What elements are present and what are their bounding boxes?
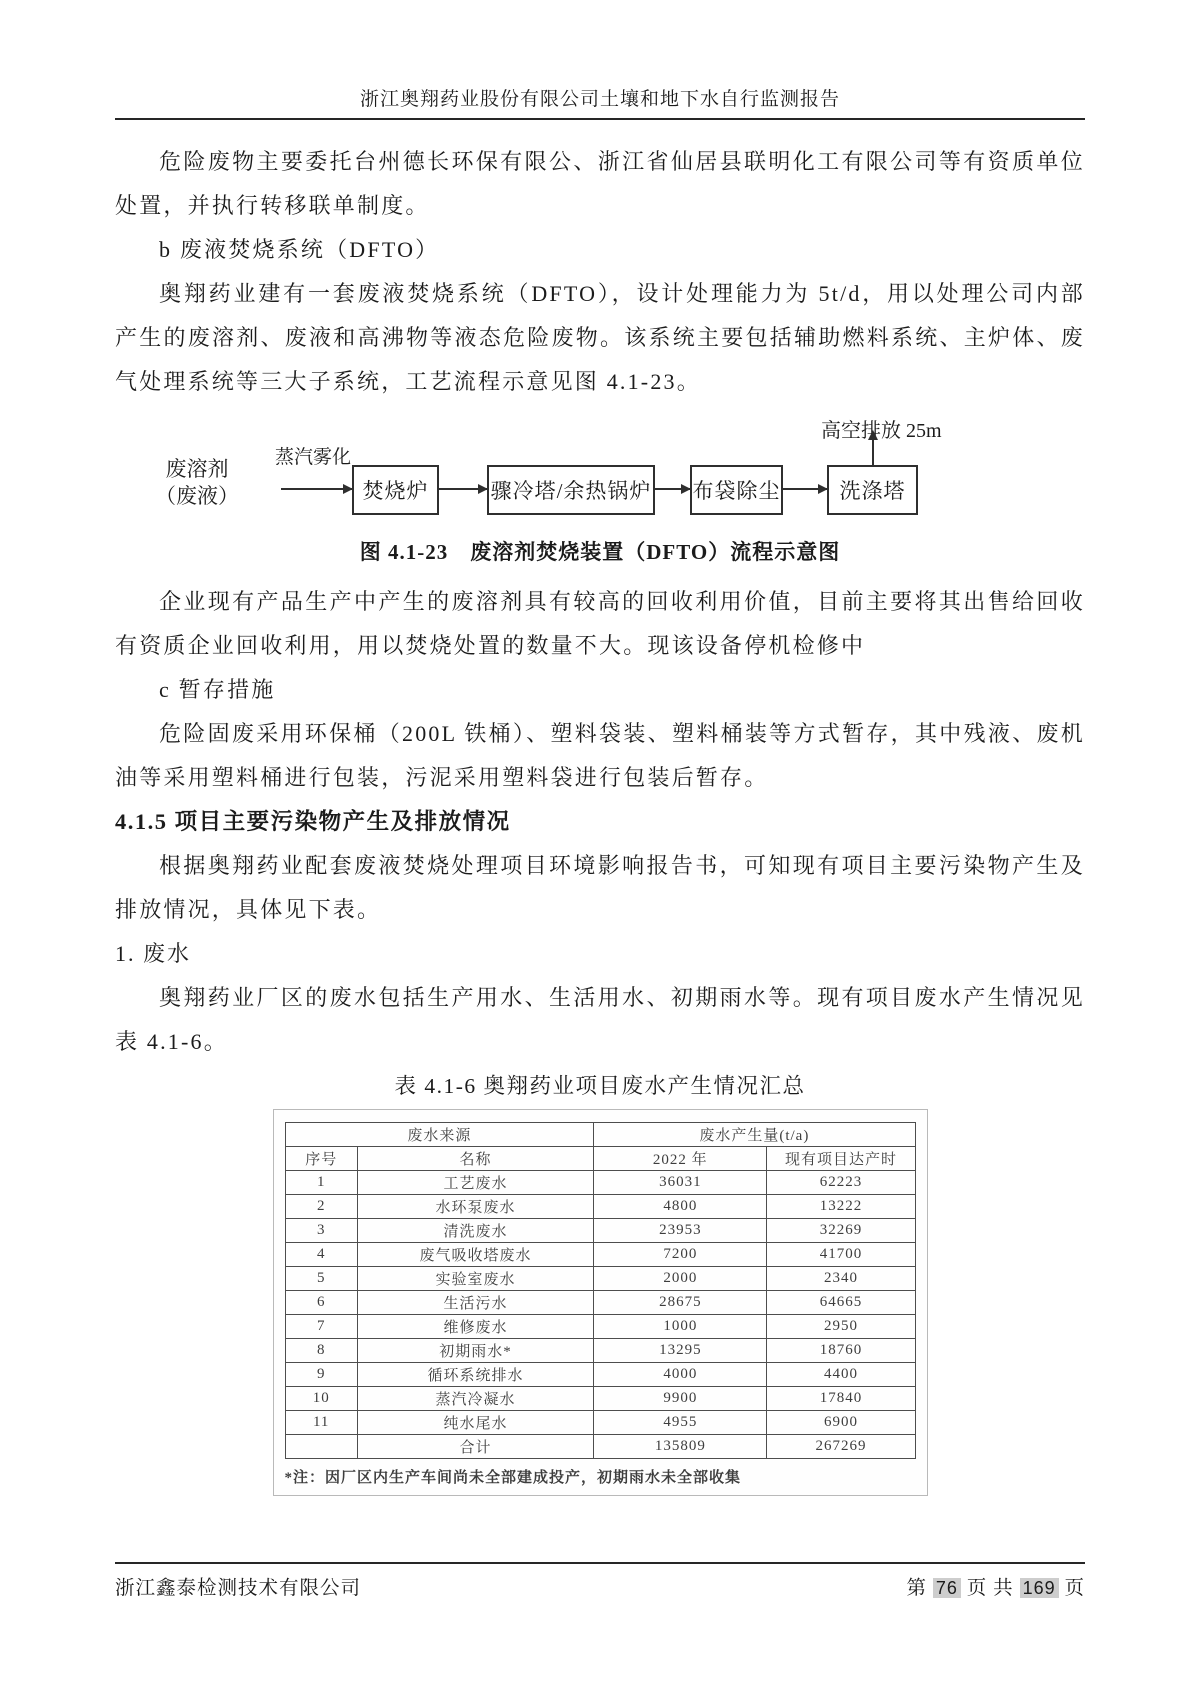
- cell-capacity: 62223: [767, 1171, 915, 1195]
- flow-diagram: [115, 408, 1085, 528]
- para-c-subheading: c 暂存措施: [159, 677, 276, 702]
- footer-company: 浙江鑫泰检测技术有限公司: [115, 1578, 362, 1599]
- flow-source-line1: 废溶剂: [165, 457, 229, 481]
- cell-2022: 13295: [594, 1339, 767, 1363]
- footer-page-prefix: 第: [906, 1578, 933, 1599]
- table-row: [285, 1267, 915, 1291]
- cell-2022: 4000: [594, 1363, 767, 1387]
- cell-capacity: 17840: [767, 1387, 915, 1411]
- col-header-capacity: 现有项目达产时: [767, 1147, 915, 1171]
- table-row: [285, 1171, 915, 1195]
- exhaust-label: 高空排放 25m: [821, 420, 942, 442]
- cell-2022: 2000: [594, 1267, 767, 1291]
- para-hazardous-waste: 危险废物主要委托台州德长环保有限公、浙江省仙居县联明化工有限公司等有资质单位处置，并执行转移联单制度。: [115, 149, 1085, 218]
- cell-2022: 1000: [594, 1315, 767, 1339]
- flow-arrow-4: [783, 488, 827, 490]
- cell-index: [285, 1435, 357, 1459]
- flow-arrow-3: [655, 488, 690, 490]
- page-content: [115, 0, 1085, 1496]
- cell-2022: 4800: [594, 1195, 767, 1219]
- cell-name: 循环系统排水: [357, 1363, 593, 1387]
- flow-box-quench-boiler: 骤冷塔/余热锅炉: [487, 465, 655, 515]
- group-header-source: 废水来源: [285, 1123, 594, 1147]
- cell-capacity: 41700: [767, 1243, 915, 1267]
- cell-capacity: 4400: [767, 1363, 915, 1387]
- cell-name: 初期雨水*: [357, 1339, 593, 1363]
- cell-2022: 36031: [594, 1171, 767, 1195]
- table-note: *注：因厂区内生产车间尚未全部建成投产，初期雨水未全部收集: [284, 1470, 742, 1486]
- flow-box-incinerator: 焚烧炉: [352, 465, 439, 515]
- table-row: [285, 1387, 915, 1411]
- para-wastewater-intro: 奥翔药业厂区的废水包括生产用水、生活用水、初期雨水等。现有项目废水产生情况见表 4.1-6。: [115, 985, 1085, 1054]
- cell-capacity: 2950: [767, 1315, 915, 1339]
- cell-2022: 9900: [594, 1387, 767, 1411]
- footer-page-current: 76: [933, 1578, 961, 1598]
- cell-total-capacity: 267269: [767, 1435, 915, 1459]
- cell-total-2022: 135809: [594, 1435, 767, 1459]
- steam-atomize-label: 蒸汽雾化: [275, 447, 352, 468]
- cell-capacity: 6900: [767, 1411, 915, 1435]
- cell-index: 4: [285, 1243, 357, 1267]
- header-title: 浙江奥翔药业股份有限公司土壤和地下水自行监测报告: [359, 89, 840, 110]
- table-total-row: [285, 1435, 915, 1459]
- table-group-header-row: [285, 1123, 915, 1147]
- flow-arrow-2: [439, 488, 487, 490]
- table-row: [285, 1291, 915, 1315]
- cell-name: 实验室废水: [357, 1267, 593, 1291]
- para-dfto-intro: 奥翔药业建有一套废液焚烧系统（DFTO），设计处理能力为 5t/d，用以处理公司内部产生的废溶剂、废液和高沸物等液态危险废物。该系统主要包括辅助燃料系统、主炉体、废气处理系统等三大子系统，工艺流程示意见图 4.1-23。: [115, 281, 1085, 394]
- cell-capacity: 18760: [767, 1339, 915, 1363]
- list-item-wastewater: 1. 废水: [115, 941, 192, 966]
- cell-index: 8: [285, 1339, 357, 1363]
- wastewater-table-image: [273, 1109, 928, 1496]
- table-row: [285, 1315, 915, 1339]
- cell-2022: 28675: [594, 1291, 767, 1315]
- para-solvent-recycle: 企业现有产品生产中产生的废溶剂具有较高的回收利用价值，目前主要将其出售给回收有资质企业回收利用，用以焚烧处置的数量不大。现该设备停机检修中: [115, 589, 1085, 658]
- page-footer: [115, 1562, 1085, 1600]
- cell-name: 蒸汽冷凝水: [357, 1387, 593, 1411]
- up-arrow: [872, 439, 874, 465]
- cell-name: 清洗废水: [357, 1219, 593, 1243]
- cell-capacity: 32269: [767, 1219, 915, 1243]
- page-header: [115, 84, 1085, 120]
- cell-capacity: 2340: [767, 1267, 915, 1291]
- flow-arrow-1: [281, 488, 352, 490]
- table-title: 表 4.1-6 奥翔药业项目废水产生情况汇总: [394, 1074, 806, 1098]
- flow-source-line2: （废液）: [155, 484, 239, 508]
- wastewater-table: [285, 1122, 916, 1459]
- table-row: [285, 1219, 915, 1243]
- para-b-subheading: b 废液焚烧系统（DFTO）: [159, 237, 440, 262]
- footer-page-suffix: 页: [1058, 1578, 1085, 1599]
- cell-name: 废气吸收塔废水: [357, 1243, 593, 1267]
- table-header-row: [285, 1147, 915, 1171]
- table-row: [285, 1195, 915, 1219]
- para-storage-measures: 危险固废采用环保桶（200L 铁桶）、塑料袋装、塑料桶装等方式暂存，其中残液、废机油等采用塑料桶进行包装，污泥采用塑料袋进行包装后暂存。: [115, 721, 1085, 790]
- cell-name: 纯水尾水: [357, 1411, 593, 1435]
- cell-index: 3: [285, 1219, 357, 1243]
- flow-box-scrubber: 洗涤塔: [827, 465, 918, 515]
- cell-index: 7: [285, 1315, 357, 1339]
- cell-2022: 4955: [594, 1411, 767, 1435]
- cell-capacity: 64665: [767, 1291, 915, 1315]
- col-header-index: 序号: [285, 1147, 357, 1171]
- cell-index: 11: [285, 1411, 357, 1435]
- cell-2022: 7200: [594, 1243, 767, 1267]
- col-header-name: 名称: [357, 1147, 593, 1171]
- para-report-basis: 根据奥翔药业配套废液焚烧处理项目环境影响报告书，可知现有项目主要污染物产生及排放情况，具体见下表。: [115, 853, 1085, 922]
- figure-caption: 图 4.1-23 废溶剂焚烧装置（DFTO）流程示意图: [359, 540, 841, 564]
- flow-box-bag-dust: 布袋除尘: [690, 465, 783, 515]
- col-header-2022: 2022 年: [594, 1147, 767, 1171]
- footer-page-total: 169: [1020, 1578, 1059, 1598]
- footer-page-middle: 页 共: [960, 1578, 1020, 1599]
- cell-index: 5: [285, 1267, 357, 1291]
- cell-index: 2: [285, 1195, 357, 1219]
- cell-index: 9: [285, 1363, 357, 1387]
- cell-name: 工艺废水: [357, 1171, 593, 1195]
- cell-index: 1: [285, 1171, 357, 1195]
- cell-total-label: 合计: [357, 1435, 593, 1459]
- flow-source-label: [155, 456, 239, 510]
- table-row: [285, 1363, 915, 1387]
- cell-name: 生活污水: [357, 1291, 593, 1315]
- section-heading-4-1-5: 4.1.5 项目主要污染物产生及排放情况: [115, 809, 511, 834]
- cell-index: 6: [285, 1291, 357, 1315]
- cell-2022: 23953: [594, 1219, 767, 1243]
- cell-name: 维修废水: [357, 1315, 593, 1339]
- cell-index: 10: [285, 1387, 357, 1411]
- footer-page-info: [907, 1572, 1086, 1600]
- table-row: [285, 1243, 915, 1267]
- cell-capacity: 13222: [767, 1195, 915, 1219]
- cell-name: 水环泵废水: [357, 1195, 593, 1219]
- table-row: [285, 1339, 915, 1363]
- table-row: [285, 1411, 915, 1435]
- group-header-amount: 废水产生量(t/a): [594, 1123, 915, 1147]
